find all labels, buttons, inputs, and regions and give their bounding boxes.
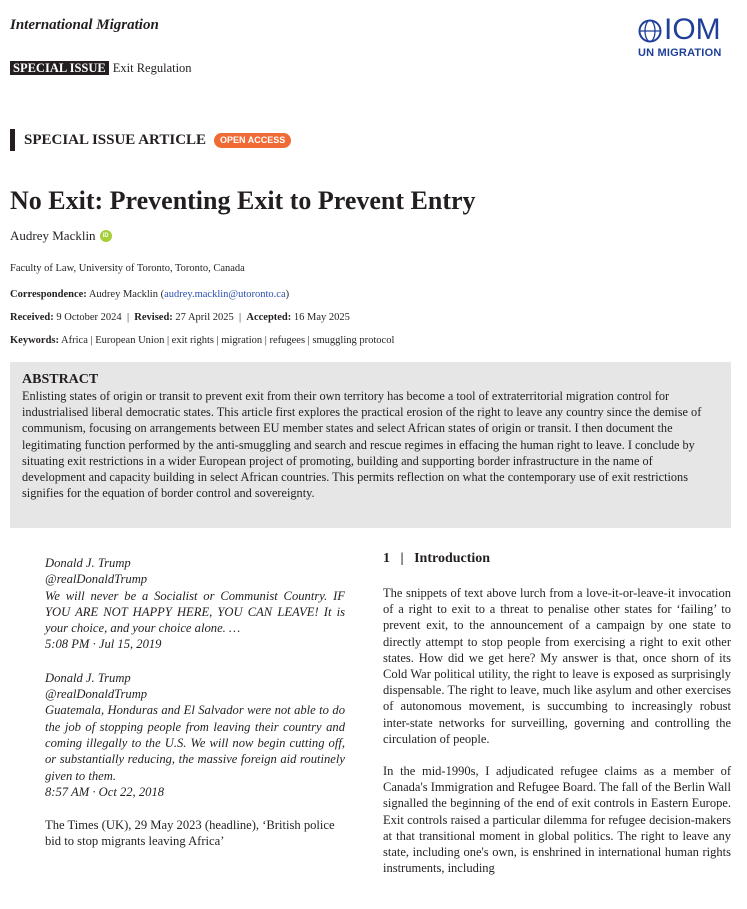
open-access-badge: OPEN ACCESS: [214, 133, 291, 148]
iom-logo: [638, 13, 734, 60]
journal-name: International Migration: [10, 17, 159, 33]
abstract-box: [10, 362, 731, 528]
correspondence: Correspondence: Audrey Macklin (audrey.macklin@utoronto.ca): [10, 289, 290, 300]
article-title: No Exit: Preventing Exit to Prevent Entry: [10, 186, 476, 215]
keywords-text: Africa | European Union | exit rights | migration | refugees | smuggling protocol: [61, 335, 395, 346]
received-label: Received:: [10, 312, 54, 323]
email-link[interactable]: audrey.macklin@utoronto.ca: [164, 289, 286, 300]
revised-label: Revised:: [134, 312, 173, 323]
correspondence-label: Correspondence:: [10, 289, 87, 300]
epigraph-column: [45, 555, 345, 850]
globe-icon: [638, 19, 662, 43]
keywords-label: Keywords:: [10, 335, 59, 346]
special-issue-line: [10, 61, 192, 76]
received-date: 9 October 2024: [56, 312, 122, 323]
accepted-date: 16 May 2025: [293, 312, 350, 323]
revised-date: 27 April 2025: [175, 312, 234, 323]
logo-main: IOM: [664, 13, 721, 46]
author-name[interactable]: Audrey Macklin: [10, 228, 96, 243]
issue-name[interactable]: Exit Regulation: [112, 61, 192, 75]
article-type-label: SPECIAL ISSUE ARTICLE: [24, 132, 207, 148]
epigraph-quote: Donald J. Trump @realDonaldTrump Guatemala, Honduras and El Salvador were not able to do the job of stopping people from leaving their country and coming illegally to the U.S. We will now begin cutting off, or substantially reducing, the massive foreign aid routinely given to them. 8:57 AM · Oct 22, 2018: [45, 670, 345, 799]
keywords: [10, 334, 394, 347]
epigraph-quote: Donald J. Trump @realDonaldTrump We will never be a Socialist or Communist Country. IF YOU ARE NOT HAPPY HERE, YOU CAN LEAVE! It is your choice, and your choice alone. … 5:08 PM · Jul 15, 2019: [45, 556, 345, 652]
affiliation: Faculty of Law, University of Toronto, Toronto, Canada: [10, 263, 245, 274]
abstract-heading: ABSTRACT: [22, 372, 99, 387]
author-line: [10, 228, 112, 244]
article-type: [10, 129, 291, 151]
abstract-text: Enlisting states of origin or transit to prevent exit from their own territory has become a tool of extraterritorial migration control for industrialised liberal democratic states. This article first explores the practical erosion of the right to leave any country since the demise of communism, focusing on arrangements between EU member states and select African states of origin or transit. I then document the legitimating function performed by the anti-smuggling and search and rescue regimes in effacing the human right to leave. I conclude by situating exit restrictions in a wider European project of promoting, building and supporting border infrastructure in the name of development and capacity building in select African countries. This permits reflection on what the contemporary use of exit restrictions signifies for the equation of border control and sovereignty.: [22, 389, 702, 501]
body-column: [383, 550, 731, 892]
body-paragraph: The snippets of text above lurch from a love-it-or-leave-it invocation of a right to exit to a threat to penalise other states for ‘failing’ to prevent exit, to the announcement of a campaign by one state to directly attempt to stop people from exercising a right to exit other states. How did we get here? My answer is that, once shorn of its Cold War political utility, the right to leave is exposed as surprisingly dispensable. The right to leave, much like asylum and other exercises of autonomous movement, is succumbing to increasingly robust inter-state networks for surveilling, governing and controlling the circulation of people.: [383, 586, 731, 746]
dates: Received: 9 October 2024 | Revised: 27 April 2025 | Accepted: 16 May 2025: [10, 312, 350, 323]
body-paragraph: In the mid-1990s, I adjudicated refugee claims as a member of Canada's Immigration and Refugee Board. The fall of the Berlin Wall signalled the beginning of the end of exit controls in Eastern Europe. Exit controls raised a particular dilemma for refugee decision-makers at that transitional moment in global politics. The right to leave any state, including one's own, is enshrined in international human rights instruments, including: [383, 764, 731, 876]
epigraph-quote: The Times (UK), 29 May 2023 (headline), ‘British police bid to stop migrants leaving Africa’: [45, 818, 335, 849]
logo-sub: UN MIGRATION: [638, 47, 722, 59]
accepted-label: Accepted:: [246, 312, 292, 323]
correspondence-name: Audrey Macklin: [88, 289, 158, 300]
orcid-icon[interactable]: iD: [100, 230, 112, 242]
section-heading: 1 | Introduction: [383, 551, 491, 566]
special-issue-tag: SPECIAL ISSUE: [10, 61, 109, 75]
